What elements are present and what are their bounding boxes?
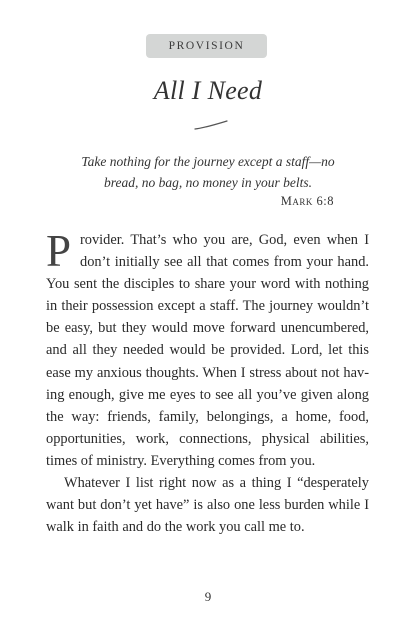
body-line: ing enough, give me eyes to see all you’ve given along (46, 386, 369, 403)
body-line: rovider. That’s who you are, God, even when I (80, 232, 369, 248)
epigraph-line: bread, no bag, no money in your belts. (104, 175, 312, 190)
body-line: want but don’t yet have” is also one less burden while I (46, 497, 369, 514)
body-line: You sent the disciples to share your word with nothing (46, 276, 369, 293)
body-line: times of ministry. Everything comes from you. (46, 452, 316, 469)
body-line: and all they needed would be provided. Lord, let this (46, 342, 369, 359)
page-title: All I Need (153, 76, 263, 105)
body-line: opportunities, work, connections, physical abilities, (46, 430, 369, 447)
body-line: in their possession except a staff. The journey wouldn’t (46, 298, 369, 315)
title-flourish (194, 119, 228, 131)
epigraph (40, 151, 376, 193)
body-line: ease my anxious thoughts. When I stress about not hav- (46, 364, 369, 381)
body-line: walk in faith and do the work you call me to. (46, 519, 305, 536)
drop-cap: P (46, 226, 72, 276)
epigraph-line: Take nothing for the journey except a staff—no (81, 154, 335, 169)
body-line: don’t initially see all that comes from your hand. (80, 254, 369, 271)
body-line: the way: friends, family, belongings, a home, food, (46, 408, 369, 425)
scripture-reference: Mark 6:8 (280, 194, 334, 208)
section-tag: PROVISION (146, 34, 267, 58)
page-number: 9 (204, 589, 212, 604)
body-text (46, 226, 369, 538)
body-line: Whatever I list right now as a thing I “desperately (64, 475, 369, 492)
body-line: be easy, but they would move forward unencumbered, (46, 320, 369, 337)
